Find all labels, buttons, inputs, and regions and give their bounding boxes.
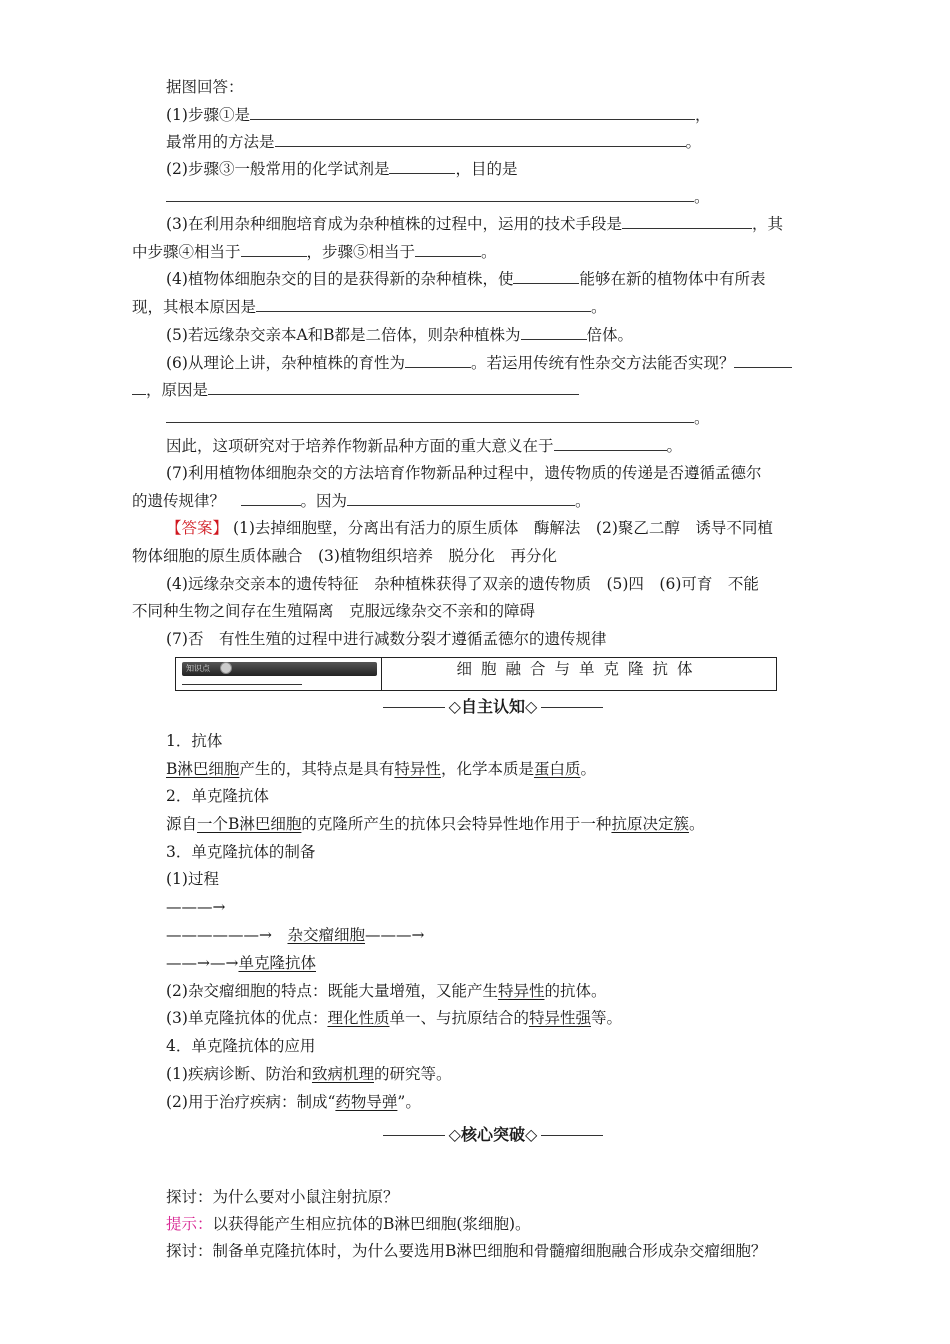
answer-line-4: 不同种生物之间存在生殖隔离 克服远缘杂交不亲和的障碍 [132,602,536,620]
blank [241,490,301,506]
discussion-1: 探讨：为什么要对小鼠注射抗原？ [166,1188,399,1206]
blank [415,241,481,257]
question-6a: (6)从理论上讲，杂种植株的育性为 。若运用传统有性杂交方法能否实现？ [166,352,792,373]
item-1-heading: 1．抗体 [166,732,223,750]
knowledge-point-title: 细胞融合与单克隆抗体 [456,660,702,678]
blank [256,296,591,312]
blank [208,379,579,395]
tag-underline [182,684,302,685]
answer-label: 【答案】 [166,519,229,537]
knowledge-point-tag [182,662,377,676]
blank [734,352,792,368]
heading-rule-right [541,707,603,708]
knowledge-point-tag-label: 知识点 [186,664,210,673]
hint-1: 提示：以获得能产生相应抗体的B淋巴细胞(浆细胞)。 [166,1215,531,1233]
question-5: (5)若远缘杂交亲本A和B都是二倍体，则杂种植株为 倍体。 [166,326,634,344]
item-4-use-1: (1)疾病诊断、防治和致病机理的研究等。 [166,1065,452,1083]
answer-line-3: (4)远缘杂交亲本的遗传特征 杂种植株获得了双亲的遗传物质 (5)四 (6)可育 不能 [166,575,759,593]
heading-rule-left [383,707,445,708]
question-2a: (2)步骤③一般常用的化学试剂是 ，目的是 [166,160,518,178]
answer-line-1: 【答案】 (1)去掉细胞壁，分离出有活力的原生质体 酶解法 (2)聚乙二醇 诱导不同植 [166,519,773,537]
item-3-feature: (2)杂交瘤细胞的特点：既能大量增殖，又能产生特异性的抗体。 [166,982,607,1000]
item-2-heading: 2．单克隆抗体 [166,787,269,805]
heading-rule-right [541,1135,603,1136]
blank [554,435,667,451]
blank [513,268,579,284]
blank [389,158,455,174]
question-4b: 现，其根本原因是 。 [132,298,607,316]
question-2b: 。 [166,186,710,207]
answer-line-2: 物体细胞的原生质体融合 (3)植物组织培养 脱分化 再分化 [132,547,557,565]
process-arrow-3: ——→—→单克隆抗体 [166,954,316,972]
item-4-use-2: (2)用于治疗疾病：制成“药物导弹”。 [166,1093,421,1111]
item-3-advantage: (3)单克隆抗体的优点：理化性质单一、与抗原结合的特异性强等。 [166,1009,623,1027]
blank [132,379,146,395]
heading-rule-left [383,1135,445,1136]
discussion-2: 探讨：制备单克隆抗体时，为什么要选用B淋巴细胞和骨髓瘤细胞融合形成杂交瘤细胞？ [166,1242,767,1260]
blank [275,131,686,147]
blank [166,186,694,202]
blank [622,213,752,229]
blank [347,490,575,506]
hint-label: 提示： [166,1215,213,1233]
process-arrow-1: ———→ [166,898,226,916]
question-3a: (3)在利用杂种细胞培育成为杂种植株的过程中，运用的技术手段是 ，其 [166,215,783,233]
item-1-body: B淋巴细胞产生的，其特点是具有特异性，化学本质是蛋白质。 [166,760,596,778]
blank [241,241,307,257]
question-6c: 。 [166,407,710,428]
knowledge-point-box [175,657,777,691]
item-2-body: 源自一个B淋巴细胞的克隆所产生的抗体只会特异性地作用于一种抗原决定簇。 [166,815,705,833]
question-4a: (4)植物体细胞杂交的目的是获得新的杂种植株，使 能够在新的植物体中有所表 [166,270,766,288]
question-7a: (7)利用植物体细胞杂交的方法培育作物新品种过程中，遗传物质的传递是否遵循孟德尔 [166,464,762,482]
question-1a: (1)步骤①是 ， [166,106,711,124]
blank [521,324,587,340]
question-7b: 的遗传规律？ 。因为 。 [132,492,591,510]
process-arrow-2: ——————→ 杂交瘤细胞———→ [166,926,425,944]
tag-circle-icon [220,662,232,674]
blank [166,407,694,423]
question-6b: ，原因是 [132,379,579,400]
item-4-heading: 4．单克隆抗体的应用 [166,1037,316,1055]
question-1b: 最常用的方法是 。 [166,133,702,151]
intro-text: 据图回答： [166,78,244,96]
answer-line-5: (7)否 有性生殖的过程中进行减数分裂才遵循孟德尔的遗传规律 [166,630,607,648]
item-3-process: (1)过程 [166,870,219,888]
question-6d: 因此，这项研究对于培养作物新品种方面的重大意义在于 。 [166,437,683,455]
blank [405,352,471,368]
section-heading-core: ◇核心突破◇ [360,1125,626,1145]
question-3b: 中步骤④相当于 ，步骤⑤相当于 。 [132,243,497,261]
section-heading-autonomous: ◇自主认知◇ [360,697,626,717]
blank [250,104,695,120]
item-3-heading: 3．单克隆抗体的制备 [166,843,316,861]
